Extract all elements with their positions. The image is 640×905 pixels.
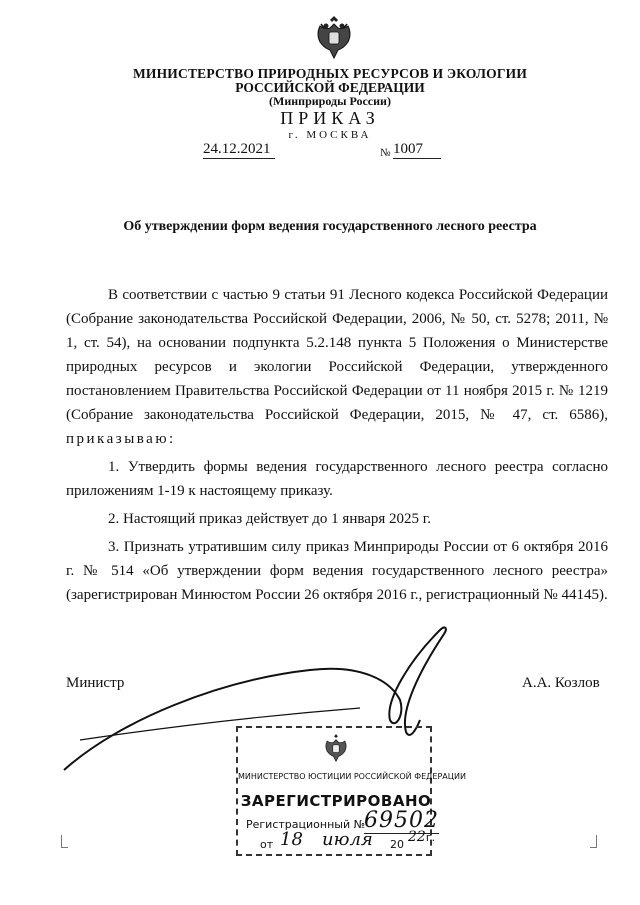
preamble-text: В соответствии с частью 9 статьи 91 Лесного кодекса Российской Федерации (Собрание законодательства Российской Федерации, 2006, № 50, ст. 5278; 2011, № 1, ст. 54), на основании подпункта 5.2.148 пункта 5 Положения о Министерстве природных ресурсов и экологии Российской Федерации, утвержденного постановлением Правительства Российской Федерации от 11 ноября 2015 г. № 1219 (Собрание законодательства Российской Федерации, 2015, № 47, ст. 6586), [66,287,608,423]
document-date: 24.12.2021 [203,141,275,159]
document-city: г. МОСКВА [288,129,372,141]
document-type: ПРИКАЗ [280,108,380,128]
ministry-short-name: (Минприроды России) [269,94,391,108]
stamp-month: июля [322,829,373,850]
document-number: 1007 [393,141,441,159]
stamp-emblem-icon [322,732,350,764]
ministry-name-line1: МИНИСТЕРСТВО ПРИРОДНЫХ РЕСУРСОВ И ЭКОЛОГИИ [132,66,528,81]
stamp-reg-label: Регистрационный № [246,818,366,831]
stamp-from-label: от [260,838,274,851]
stamp-year-suffix [408,829,435,845]
document-title: Об утверждении форм ведения государственного лесного реестра [123,219,537,234]
corner-mark-right [590,835,597,848]
stamp-ministry: МИНИСТЕРСТВО ЮСТИЦИИ РОССИЙСКОЙ ФЕДЕРАЦИИ [238,772,466,781]
registration-stamp [236,726,466,856]
order-word: приказываю: [66,431,176,447]
corner-mark-left [61,835,68,848]
order-item-1: 1. Утвердить формы ведения государственного лесного реестра согласно приложениям 1-19 к настоящему приказу. [66,459,608,499]
preamble-paragraph [66,283,608,451]
stamp-year-digits: 22 [408,829,426,845]
coat-of-arms-emblem [312,12,356,62]
stamp-year-end: г. [425,831,436,844]
stamp-registered: ЗАРЕГИСТРИРОВАНО [240,792,432,810]
order-item-2: 2. Настоящий приказ действует до 1 января 2025 г. [108,511,431,527]
document-body [66,283,608,607]
stamp-reg-number: 69502 [364,808,439,833]
document-number-label: № [380,147,391,159]
ministry-name-line2: РОССИЙСКОЙ ФЕДЕРАЦИИ [235,80,425,95]
signatory-name: А.А. Козлов [522,675,600,691]
stamp-day: 18 [280,829,303,850]
stamp-year-prefix: 20 [390,838,404,851]
signatory-position: Министр [66,675,125,691]
order-item-3: 3. Признать утратившим силу приказ Минприроды России от 6 октября 2016 г. № 514 «Об утверждении форм ведения государственного лесного реестра» (зарегистрирован Минюстом России 26 октября 2016 г., регистрационный № 44145). [66,539,608,603]
